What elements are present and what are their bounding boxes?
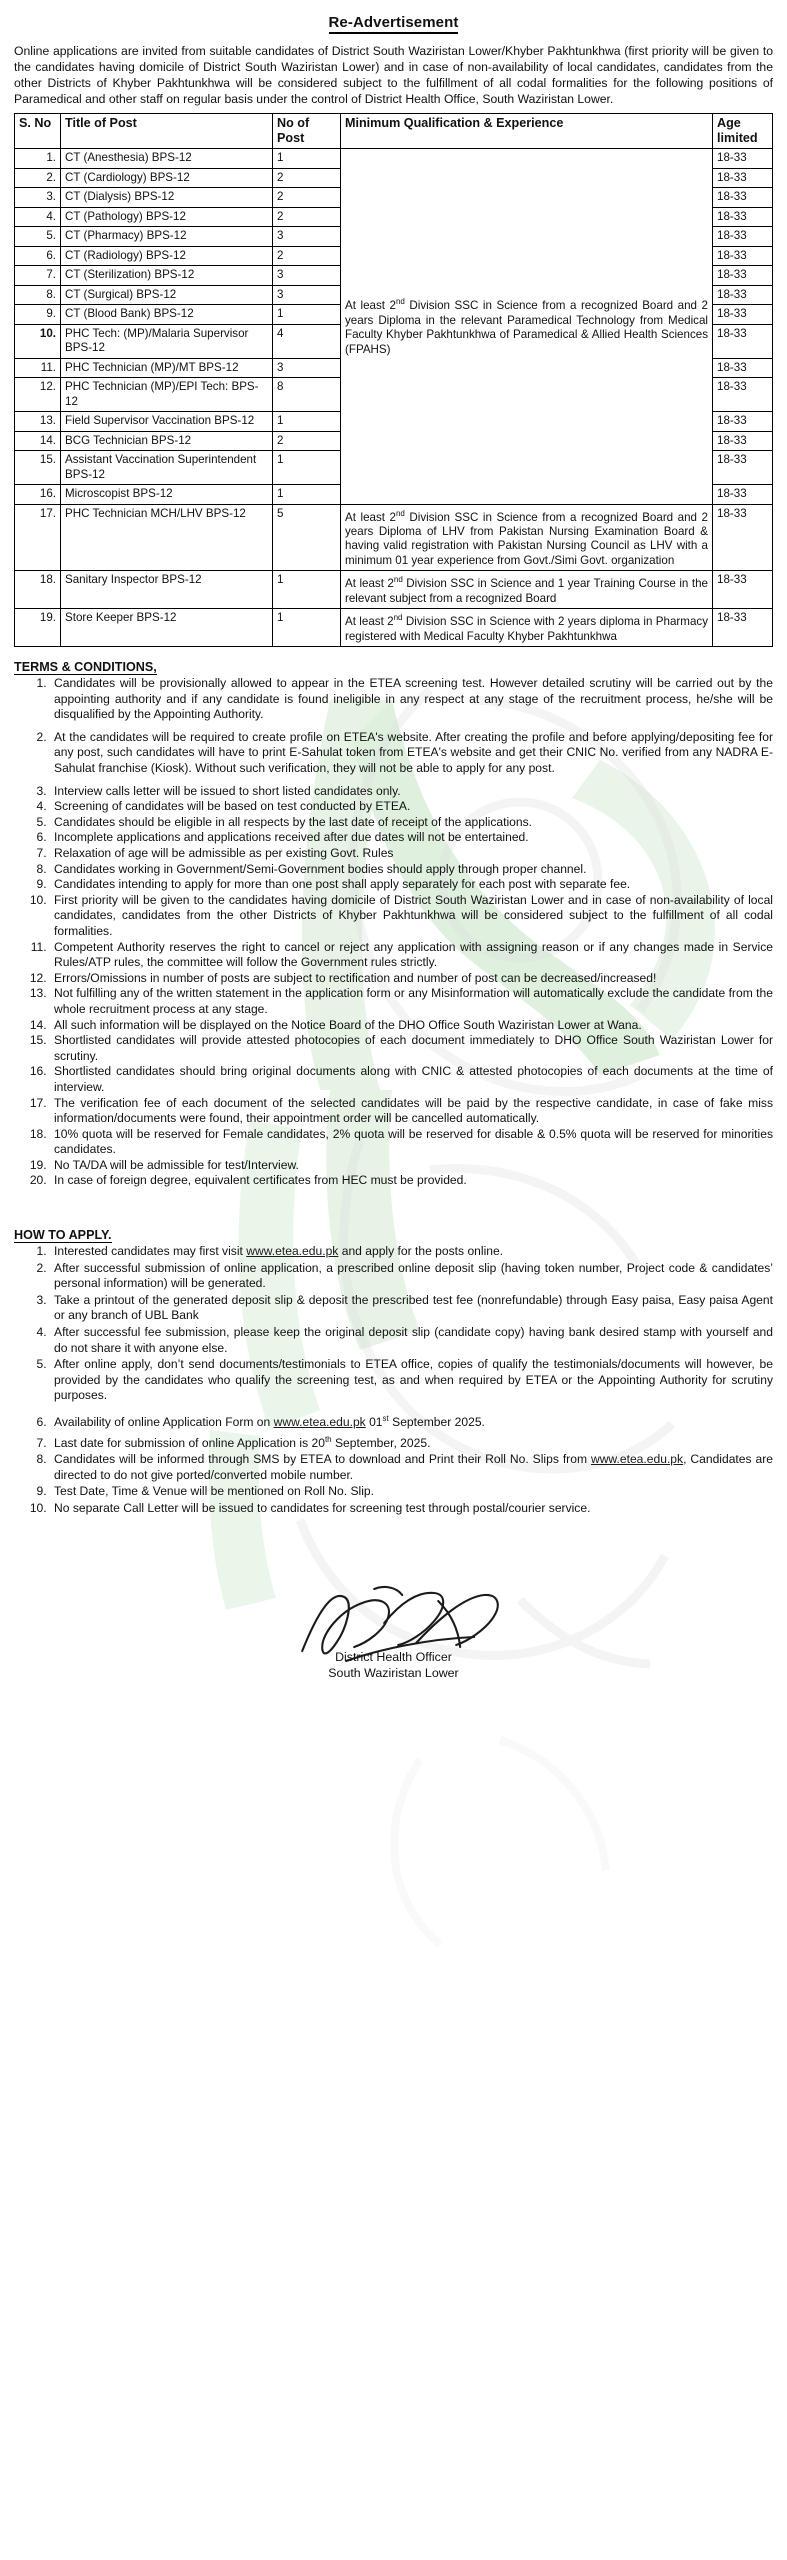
etea-website-link[interactable]: www.etea.edu.pk (246, 1244, 339, 1259)
cell-title-of-post: CT (Pharmacy) BPS-12 (61, 227, 273, 247)
cell-age-limited: 18-33 (713, 207, 773, 227)
cell-age-limited: 18-33 (713, 451, 773, 485)
how-to-apply-heading-text: HOW TO APPLY. (14, 1228, 112, 1243)
how-to-apply-item: 6. Availability of online Application Form on www.etea.edu.pk 01st September 2025. (50, 1411, 773, 1431)
posts-table (14, 113, 773, 647)
cell-sno: 6. (15, 246, 61, 266)
how-to-apply-item: 3. Take a printout of the generated deposit slip & deposit the prescribed test fee (nonrefundable) through Easy paisa, Easy paisa Agent or any branch of UBL Bank (50, 1293, 773, 1324)
cell-no-of-post: 2 (273, 246, 341, 266)
intro-paragraph: Online applications are invited from suitable candidates of District South Waziristan Lower/Khyber Pakhtunkhwa (first priority will be given to the candidates having domicile of District South Waziristan Lower) and in case of non-availability of local candidates, candidates from the other Districts of Khyber Pakhtunkhwa will be considered subject to the fulfillment of all codal formalities for the following positions of Paramedical and other staff on regular basis under the control of District Health Office, South Waziristan Lower. (14, 44, 773, 106)
cell-age-limited: 18-33 (713, 227, 773, 247)
terms-item: 3. Interview calls letter will be issued to short listed candidates only. (50, 784, 773, 800)
cell-age-limited: 18-33 (713, 246, 773, 266)
cell-no-of-post: 1 (273, 305, 341, 325)
terms-list (14, 676, 773, 1189)
how-to-apply-item: 2. After successful submission of online application, a prescribed online deposit slip (having token number, Project code & candidates’ personal information) will be generated. (50, 1261, 773, 1292)
cell-no-of-post: 3 (273, 227, 341, 247)
cell-age-limited: 18-33 (713, 609, 773, 647)
cell-title-of-post: CT (Radiology) BPS-12 (61, 246, 273, 266)
terms-item: 10. First priority will be given to the candidates having domicile of District South Waziristan Lower and in case of non-availability of local candidates, candidates from the other Districts of Khyber Pakhtunkhwa will be considered subject to the fulfillment of all codal formalities. (50, 893, 773, 940)
how-to-apply-item: 1. Interested candidates may first visit www.etea.edu.pk and apply for the posts online. (50, 1244, 773, 1260)
header-sno: S. No (15, 114, 61, 149)
cell-title-of-post: CT (Surgical) BPS-12 (61, 285, 273, 305)
cell-no-of-post: 2 (273, 188, 341, 208)
terms-item: 7. Relaxation of age will be admissible as per existing Govt. Rules (50, 846, 773, 862)
etea-website-link[interactable]: www.etea.edu.pk (590, 1452, 684, 1467)
cell-minimum-qualification: At least 2nd Division SSC in Science from a recognized Board and 2 years Diploma in the relevant Paramedical Technology from Medical Faculty Khyber Pakhtunkhwa of Paramedical & Allied Health Sciences (FPAHS) (341, 149, 713, 505)
cell-title-of-post: CT (Cardiology) BPS-12 (61, 168, 273, 188)
cell-sno: 18. (15, 571, 61, 609)
header-no-of-post: No of Post (273, 114, 341, 149)
cell-title-of-post: CT (Sterilization) BPS-12 (61, 266, 273, 286)
cell-age-limited: 18-33 (713, 378, 773, 412)
terms-item: 2. At the candidates will be required to create profile on ETEA's website. After creating the profile and before applying/depositing fee for any post, such candidates will have to print E-Sahulat token from ETEA's website and get their CNIC No. verified from any NADRA E-Sahulat franchise (Kiosk). Without such verification, they will not be able to apply for any post. (50, 730, 773, 777)
table-header-row (15, 114, 773, 149)
cell-age-limited: 18-33 (713, 305, 773, 325)
cell-age-limited: 18-33 (713, 485, 773, 505)
how-to-apply-item: 5. After online apply, don’t send documents/testimonials to ETEA office, copies of qualify the testimonials/documents will however, be provided by the candidates who qualify the screening test, as and when required by ETEA or the Appointing Authority for scrutiny purposes. (50, 1357, 773, 1404)
cell-title-of-post: CT (Blood Bank) BPS-12 (61, 305, 273, 325)
cell-minimum-qualification: At least 2nd Division SSC in Science from a recognized Board and 2 years Diploma of LHV from Pakistan Nursing Examination Board & having valid registration with Pakistan Nursing Council as LHV with a minimum 01 year experience from Govt./Simi Govt. organization (341, 504, 713, 571)
how-to-apply-list (14, 1244, 773, 1517)
how-to-apply-item: 8. Candidates will be informed through SMS by ETEA to download and Print their Roll No. Slips from www.etea.edu.pk, Candidates are directed to do not give ported/converted mobile number. (50, 1452, 773, 1483)
cell-title-of-post: Field Supervisor Vaccination BPS-12 (61, 412, 273, 432)
cell-no-of-post: 1 (273, 149, 341, 169)
terms-item: 17. The verification fee of each document of the selected candidates will be paid by the respective candidate, in case of fake miss information/documents were found, their appointment order will be cancelled automatically. (50, 1096, 773, 1127)
cell-no-of-post: 8 (273, 378, 341, 412)
cell-title-of-post: Microscopist BPS-12 (61, 485, 273, 505)
cell-age-limited: 18-33 (713, 358, 773, 378)
terms-item: 11. Competent Authority reserves the right to cancel or reject any application with assigning reason or if any changes made in Service Rules/ATP rules, the committee will follow the Government rules strictly. (50, 940, 773, 971)
cell-title-of-post: PHC Technician (MP)/EPI Tech: BPS-12 (61, 378, 273, 412)
cell-no-of-post: 1 (273, 451, 341, 485)
cell-age-limited: 18-33 (713, 149, 773, 169)
cell-age-limited: 18-33 (713, 571, 773, 609)
cell-age-limited: 18-33 (713, 188, 773, 208)
cell-title-of-post: Assistant Vaccination Superintendent BPS-12 (61, 451, 273, 485)
terms-item: 15. Shortlisted candidates will provide attested photocopies of each document immediately to DHO Office South Waziristan Lower for scrutiny. (50, 1033, 773, 1064)
cell-title-of-post: Store Keeper BPS-12 (61, 609, 273, 647)
etea-website-link[interactable]: www.etea.edu.pk (273, 1415, 366, 1430)
terms-heading (14, 660, 773, 674)
terms-item: 5. Candidates should be eligible in all respects by the last date of receipt of the applications. (50, 815, 773, 831)
cell-sno: 15. (15, 451, 61, 485)
terms-heading-text: TERMS & CONDITIONS, (14, 660, 157, 675)
cell-sno: 16. (15, 485, 61, 505)
cell-no-of-post: 1 (273, 609, 341, 647)
cell-age-limited: 18-33 (713, 266, 773, 286)
terms-item: 13. Not fulfilling any of the written statement in the application form or any Misinformation will automatically exclude the candidate from the whole recruitment process at any stage. (50, 986, 773, 1017)
posts-table-body (15, 149, 773, 647)
how-to-apply-item: 10. No separate Call Letter will be issued to candidates for screening test through postal/courier service. (50, 1501, 773, 1517)
signatory-office: South Waziristan Lower (328, 1665, 459, 1680)
table-row (15, 149, 773, 169)
cell-title-of-post: PHC Tech: (MP)/Malaria Supervisor BPS-12 (61, 324, 273, 358)
cell-title-of-post: PHC Technician (MP)/MT BPS-12 (61, 358, 273, 378)
cell-sno: 5. (15, 227, 61, 247)
table-row (15, 571, 773, 609)
cell-title-of-post: CT (Pathology) BPS-12 (61, 207, 273, 227)
terms-item: 18. 10% quota will be reserved for Female candidates, 2% quota will be reserved for disable & 0.5% quota will be reserved for minorities candidates. (50, 1127, 773, 1158)
cell-no-of-post: 4 (273, 324, 341, 358)
cell-no-of-post: 1 (273, 412, 341, 432)
header-age-limited: Age limited (713, 114, 773, 149)
cell-minimum-qualification: At least 2nd Division SSC in Science and 1 year Training Course in the relevant subject from a recognized Board (341, 571, 713, 609)
cell-sno: 11. (15, 358, 61, 378)
terms-item: 9. Candidates intending to apply for more than one post shall apply separately for each post with separate fee. (50, 877, 773, 893)
cell-sno: 3. (15, 188, 61, 208)
how-to-apply-item: 7. Last date for submission of online Application is 20th September, 2025. (50, 1432, 773, 1452)
cell-sno: 19. (15, 609, 61, 647)
header-minimum-qualification: Minimum Qualification & Experience (341, 114, 713, 149)
how-to-apply-item: 4. After successful fee submission, please keep the original deposit slip (candidate copy) having bank desired stamp with yourself and do not share it with anyone else. (50, 1325, 773, 1356)
cell-sno: 14. (15, 431, 61, 451)
cell-no-of-post: 1 (273, 571, 341, 609)
cell-sno: 4. (15, 207, 61, 227)
cell-age-limited: 18-33 (713, 168, 773, 188)
terms-item: 19. No TA/DA will be admissible for test/Interview. (50, 1158, 773, 1174)
terms-item: 1. Candidates will be provisionally allowed to appear in the ETEA screening test. However detailed scrutiny will be carried out by the appointing authority and if any candidate is found ineligible in any respect at any stage of the recruitment process, he/she will be disqualified by the Appointing Authority. (50, 676, 773, 723)
cell-title-of-post: CT (Dialysis) BPS-12 (61, 188, 273, 208)
terms-item: 12. Errors/Omissions in number of posts are subject to rectification and number of post can be decreased/increased! (50, 971, 773, 987)
cell-no-of-post: 3 (273, 266, 341, 286)
cell-title-of-post: PHC Technician MCH/LHV BPS-12 (61, 504, 273, 571)
cell-sno: 13. (15, 412, 61, 432)
terms-item: 20. In case of foreign degree, equivalent certificates from HEC must be provided. (50, 1173, 773, 1189)
cell-no-of-post: 2 (273, 207, 341, 227)
cell-sno: 17. (15, 504, 61, 571)
cell-age-limited: 18-33 (713, 285, 773, 305)
cell-title-of-post: CT (Anesthesia) BPS-12 (61, 149, 273, 169)
table-row (15, 609, 773, 647)
header-title-of-post: Title of Post (61, 114, 273, 149)
page-title (14, 14, 773, 31)
how-to-apply-heading (14, 1228, 773, 1242)
cell-age-limited: 18-33 (713, 431, 773, 451)
page-title-text: Re-Advertisement (329, 14, 459, 34)
cell-no-of-post: 1 (273, 485, 341, 505)
how-to-apply-item: 9. Test Date, Time & Venue will be mentioned on Roll No. Slip. (50, 1484, 773, 1500)
signature-scribble-icon (288, 1577, 518, 1673)
cell-age-limited: 18-33 (713, 504, 773, 571)
cell-sno: 12. (15, 378, 61, 412)
section-gap (14, 1189, 773, 1215)
table-row (15, 504, 773, 571)
cell-minimum-qualification: At least 2nd Division SSC in Science with 2 years diploma in Pharmacy registered with Medical Faculty Khyber Pakhtunkhwa (341, 609, 713, 647)
signatory-designation: District Health Officer (335, 1649, 452, 1664)
terms-item: 8. Candidates working in Government/Semi-Government bodies should apply through proper channel. (50, 862, 773, 878)
cell-sno: 8. (15, 285, 61, 305)
cell-no-of-post: 3 (273, 358, 341, 378)
cell-sno: 7. (15, 266, 61, 286)
cell-age-limited: 18-33 (713, 324, 773, 358)
cell-no-of-post: 3 (273, 285, 341, 305)
cell-sno: 10. (15, 324, 61, 358)
cell-no-of-post: 2 (273, 431, 341, 451)
cell-no-of-post: 5 (273, 504, 341, 571)
terms-item: 16. Shortlisted candidates should bring original documents along with CNIC & attested photocopies of each documents at the time of interview. (50, 1064, 773, 1095)
cell-age-limited: 18-33 (713, 412, 773, 432)
cell-title-of-post: Sanitary Inspector BPS-12 (61, 571, 273, 609)
cell-sno: 1. (15, 149, 61, 169)
terms-item: 4. Screening of candidates will be based on test conducted by ETEA. (50, 799, 773, 815)
cell-title-of-post: BCG Technician BPS-12 (61, 431, 273, 451)
cell-no-of-post: 2 (273, 168, 341, 188)
cell-sno: 9. (15, 305, 61, 325)
signature-block (14, 1603, 773, 1723)
cell-sno: 2. (15, 168, 61, 188)
terms-item: 6. Incomplete applications and applications received after due dates will not be entertained. (50, 830, 773, 846)
terms-item: 14. All such information will be displayed on the Notice Board of the DHO Office South Waziristan Lower at Wana. (50, 1018, 773, 1034)
